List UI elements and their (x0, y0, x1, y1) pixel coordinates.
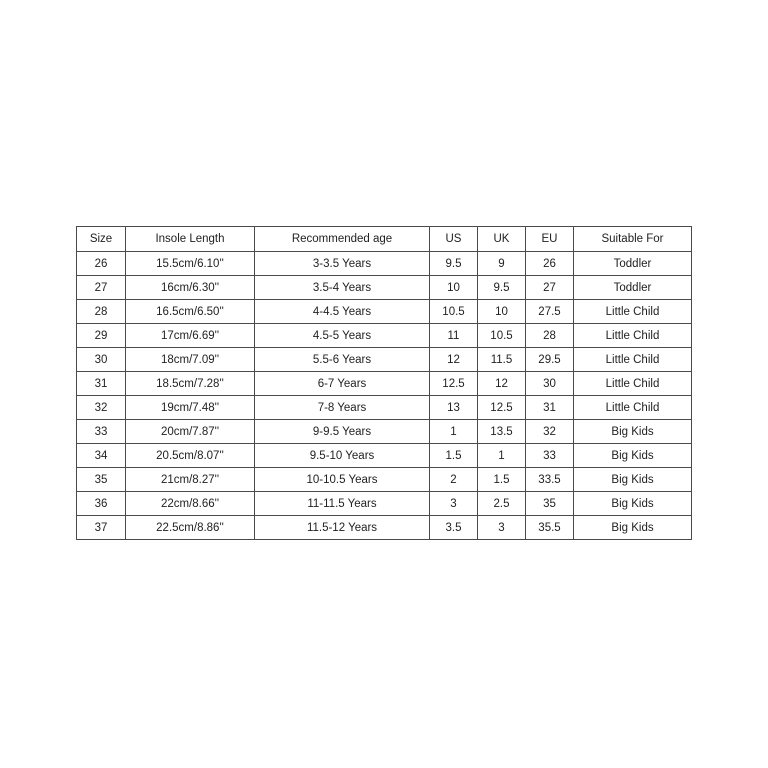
table-body (77, 252, 692, 540)
insole-length-cell: 16.5cm/6.50'' (126, 300, 255, 324)
size-cell: 35 (77, 468, 126, 492)
header-insole-length: Insole Length (126, 227, 255, 252)
insole-length-cell: 22cm/8.66'' (126, 492, 255, 516)
size-cell: 36 (77, 492, 126, 516)
recommended-age-cell: 3.5-4 Years (255, 276, 430, 300)
suitable-for-cell: Little Child (574, 348, 692, 372)
table-row (77, 252, 692, 276)
eu-cell: 35 (526, 492, 574, 516)
recommended-age-cell: 9.5-10 Years (255, 444, 430, 468)
us-cell: 1 (430, 420, 478, 444)
uk-cell: 3 (478, 516, 526, 540)
header-us: US (430, 227, 478, 252)
table-row (77, 468, 692, 492)
suitable-for-cell: Big Kids (574, 444, 692, 468)
recommended-age-cell: 3-3.5 Years (255, 252, 430, 276)
uk-cell: 10 (478, 300, 526, 324)
uk-cell: 12.5 (478, 396, 526, 420)
eu-cell: 33 (526, 444, 574, 468)
uk-cell: 10.5 (478, 324, 526, 348)
us-cell: 10 (430, 276, 478, 300)
uk-cell: 1 (478, 444, 526, 468)
insole-length-cell: 21cm/8.27'' (126, 468, 255, 492)
insole-length-cell: 16cm/6.30'' (126, 276, 255, 300)
recommended-age-cell: 10-10.5 Years (255, 468, 430, 492)
size-cell: 34 (77, 444, 126, 468)
table-row (77, 444, 692, 468)
table-row (77, 276, 692, 300)
insole-length-cell: 17cm/6.69'' (126, 324, 255, 348)
insole-length-cell: 18cm/7.09'' (126, 348, 255, 372)
size-cell: 30 (77, 348, 126, 372)
size-cell: 32 (77, 396, 126, 420)
suitable-for-cell: Big Kids (574, 516, 692, 540)
us-cell: 13 (430, 396, 478, 420)
eu-cell: 27 (526, 276, 574, 300)
us-cell: 3.5 (430, 516, 478, 540)
eu-cell: 28 (526, 324, 574, 348)
uk-cell: 12 (478, 372, 526, 396)
eu-cell: 31 (526, 396, 574, 420)
table-row (77, 372, 692, 396)
size-cell: 37 (77, 516, 126, 540)
us-cell: 3 (430, 492, 478, 516)
header-eu: EU (526, 227, 574, 252)
size-cell: 27 (77, 276, 126, 300)
recommended-age-cell: 11-11.5 Years (255, 492, 430, 516)
table-header-row (77, 227, 692, 252)
size-chart-table (76, 226, 692, 540)
eu-cell: 30 (526, 372, 574, 396)
header-uk: UK (478, 227, 526, 252)
suitable-for-cell: Toddler (574, 252, 692, 276)
suitable-for-cell: Big Kids (574, 420, 692, 444)
table-row (77, 420, 692, 444)
eu-cell: 35.5 (526, 516, 574, 540)
insole-length-cell: 20.5cm/8.07'' (126, 444, 255, 468)
uk-cell: 9.5 (478, 276, 526, 300)
suitable-for-cell: Little Child (574, 300, 692, 324)
recommended-age-cell: 11.5-12 Years (255, 516, 430, 540)
table-row (77, 492, 692, 516)
table-row (77, 300, 692, 324)
table-row (77, 324, 692, 348)
recommended-age-cell: 9-9.5 Years (255, 420, 430, 444)
recommended-age-cell: 4.5-5 Years (255, 324, 430, 348)
suitable-for-cell: Little Child (574, 396, 692, 420)
recommended-age-cell: 4-4.5 Years (255, 300, 430, 324)
header-recommended-age: Recommended age (255, 227, 430, 252)
eu-cell: 29.5 (526, 348, 574, 372)
size-cell: 33 (77, 420, 126, 444)
recommended-age-cell: 5.5-6 Years (255, 348, 430, 372)
us-cell: 11 (430, 324, 478, 348)
recommended-age-cell: 6-7 Years (255, 372, 430, 396)
us-cell: 12 (430, 348, 478, 372)
insole-length-cell: 15.5cm/6.10'' (126, 252, 255, 276)
suitable-for-cell: Big Kids (574, 492, 692, 516)
size-cell: 28 (77, 300, 126, 324)
table-row (77, 516, 692, 540)
insole-length-cell: 18.5cm/7.28'' (126, 372, 255, 396)
size-cell: 31 (77, 372, 126, 396)
suitable-for-cell: Little Child (574, 324, 692, 348)
uk-cell: 11.5 (478, 348, 526, 372)
eu-cell: 27.5 (526, 300, 574, 324)
size-cell: 29 (77, 324, 126, 348)
uk-cell: 13.5 (478, 420, 526, 444)
suitable-for-cell: Big Kids (574, 468, 692, 492)
eu-cell: 26 (526, 252, 574, 276)
uk-cell: 1.5 (478, 468, 526, 492)
header-suitable-for: Suitable For (574, 227, 692, 252)
uk-cell: 9 (478, 252, 526, 276)
us-cell: 12.5 (430, 372, 478, 396)
us-cell: 2 (430, 468, 478, 492)
size-cell: 26 (77, 252, 126, 276)
insole-length-cell: 19cm/7.48'' (126, 396, 255, 420)
suitable-for-cell: Little Child (574, 372, 692, 396)
table-row (77, 396, 692, 420)
insole-length-cell: 22.5cm/8.86'' (126, 516, 255, 540)
suitable-for-cell: Toddler (574, 276, 692, 300)
insole-length-cell: 20cm/7.87'' (126, 420, 255, 444)
eu-cell: 33.5 (526, 468, 574, 492)
us-cell: 10.5 (430, 300, 478, 324)
us-cell: 9.5 (430, 252, 478, 276)
header-size: Size (77, 227, 126, 252)
table-row (77, 348, 692, 372)
uk-cell: 2.5 (478, 492, 526, 516)
recommended-age-cell: 7-8 Years (255, 396, 430, 420)
us-cell: 1.5 (430, 444, 478, 468)
eu-cell: 32 (526, 420, 574, 444)
